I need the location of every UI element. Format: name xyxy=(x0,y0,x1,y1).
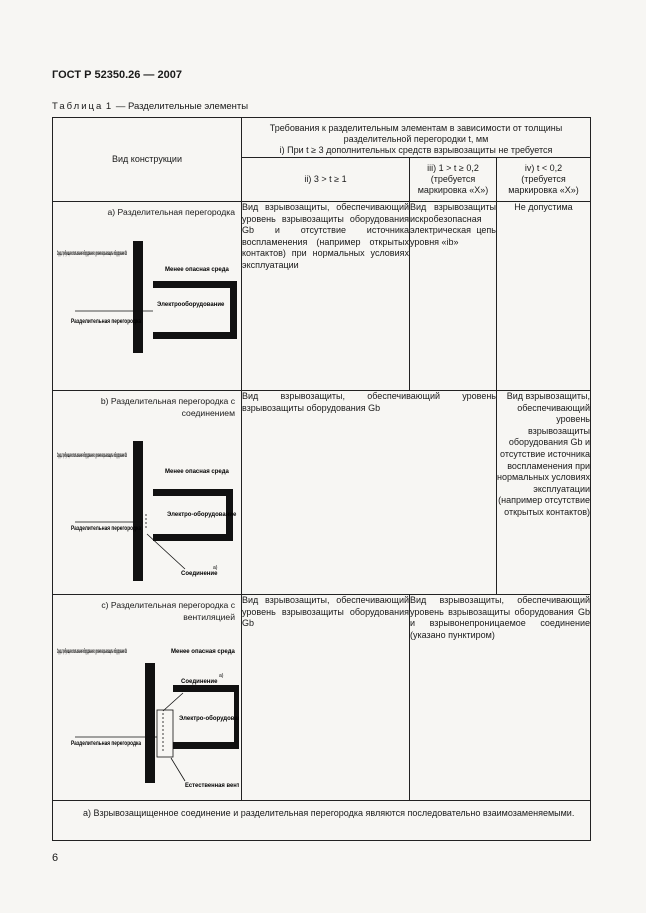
row-c-iii-iv: Вид взрывозащиты, обеспечивающий уровень взрывозащиты оборудования Gb и взрывонепроницаемое соединение (указано пунктиром) xyxy=(410,595,591,801)
fig-b-joint-label: Соединение xyxy=(181,571,218,578)
page-number: 6 xyxy=(52,852,59,864)
fig-c-zone-label: Среда, требующая использования оборудования с уровнем xyxy=(57,649,238,656)
caption-prefix: Таблица xyxy=(52,101,104,112)
row-a-iii: Вид взрывозащиты искробезопасная электрическая цепь уровня «ib» xyxy=(410,202,497,391)
separation-elements-table xyxy=(52,117,591,841)
figure-c-diagram xyxy=(53,623,239,797)
header-requirements: Требования к разделительным элементам в зависимости от толщины разделительной перегородки t, мм i) При t ≥ 3 дополнительных средств взрывозащиты не требуется xyxy=(242,118,591,158)
fig-b-footnote-mark: a) xyxy=(213,565,218,572)
row-a-iv: Не допустима xyxy=(497,202,591,391)
fig-c-less-label: Менее опасная среда xyxy=(171,649,235,656)
fig-c-equip-label: Электро-оборудова xyxy=(179,716,238,723)
row-b-ii-iii: Вид взрывозащиты, обеспечивающий уровень взрывозащиты оборудования Gb xyxy=(242,391,497,595)
header-construction: Вид конструкции xyxy=(53,118,242,202)
figure-b-diagram xyxy=(53,419,239,591)
table-caption xyxy=(52,101,248,112)
header-sub-iv: iv) t < 0,2 (требуется маркировка «X») xyxy=(497,158,591,202)
caption-title: — Разделительные элементы xyxy=(115,101,249,112)
header-sub-iii: iii) 1 > t ≥ 0,2 (требуется маркировка «X») xyxy=(410,158,497,202)
row-a-title: a) Разделительная перегородка xyxy=(107,207,235,217)
caption-number: 1 xyxy=(105,101,114,112)
row-c-title: c) Разделительная перегородка с вентиляцией xyxy=(101,600,235,622)
table-footnote: a) Взрывозащищенное соединение и разделительная перегородка являются последовательно взаимозаменяемыми. xyxy=(53,801,591,841)
row-c-construction xyxy=(53,595,242,801)
row-a-ii: Вид взрывозащиты, обеспечивающий уровень взрывозащиты оборудования Gb и отсутствие источника воспламенения (например открытых контактов) при нормальных условиях эксплуатации xyxy=(242,202,410,391)
fig-a-wall-label: Разделительная перегородка xyxy=(71,318,142,325)
standard-number: ГОСТ Р 52350.26 — 2007 xyxy=(52,69,182,81)
fig-c-vent-label: Естественная вен xyxy=(185,783,238,790)
fig-b-zone-label: Среда, требующая оборудования с уровнем xyxy=(57,453,238,460)
fig-a-zone-label: Среда, требующая оборудования с уровнем xyxy=(57,250,238,257)
row-b-title: b) Разделительная перегородка с соединением xyxy=(100,396,235,418)
row-c-ii: Вид взрывозащиты, обеспечивающий уровень взрывозащиты оборудования Gb xyxy=(242,595,410,801)
header-sub-ii: ii) 3 > t ≥ 1 xyxy=(242,158,410,202)
fig-a-equip-label: Электрооборудование xyxy=(157,301,225,308)
fig-b-equip-label: Электро-оборудование xyxy=(167,512,237,519)
fig-b-wall-label: Разделительная перегородка xyxy=(71,526,142,533)
fig-c-joint-label: Соединение xyxy=(181,679,218,686)
row-a-construction xyxy=(53,202,242,391)
figure-a-diagram xyxy=(53,219,239,379)
fig-c-footnote-mark: a) xyxy=(219,673,224,680)
fig-a-less-label: Менее опасная среда xyxy=(165,266,229,273)
fig-b-less-label: Менее опасная среда xyxy=(165,469,229,476)
row-b-construction xyxy=(53,391,242,595)
row-b-iv: Вид взрывозащиты, обеспечивающий уровень взрывозащиты оборудования Gb и отсутствие источника воспламенения при нормальных условиях эксплуатации (например отсутствие открытых контактов) xyxy=(497,391,591,595)
fig-c-wall-label: Разделительная перегородка xyxy=(71,741,142,748)
